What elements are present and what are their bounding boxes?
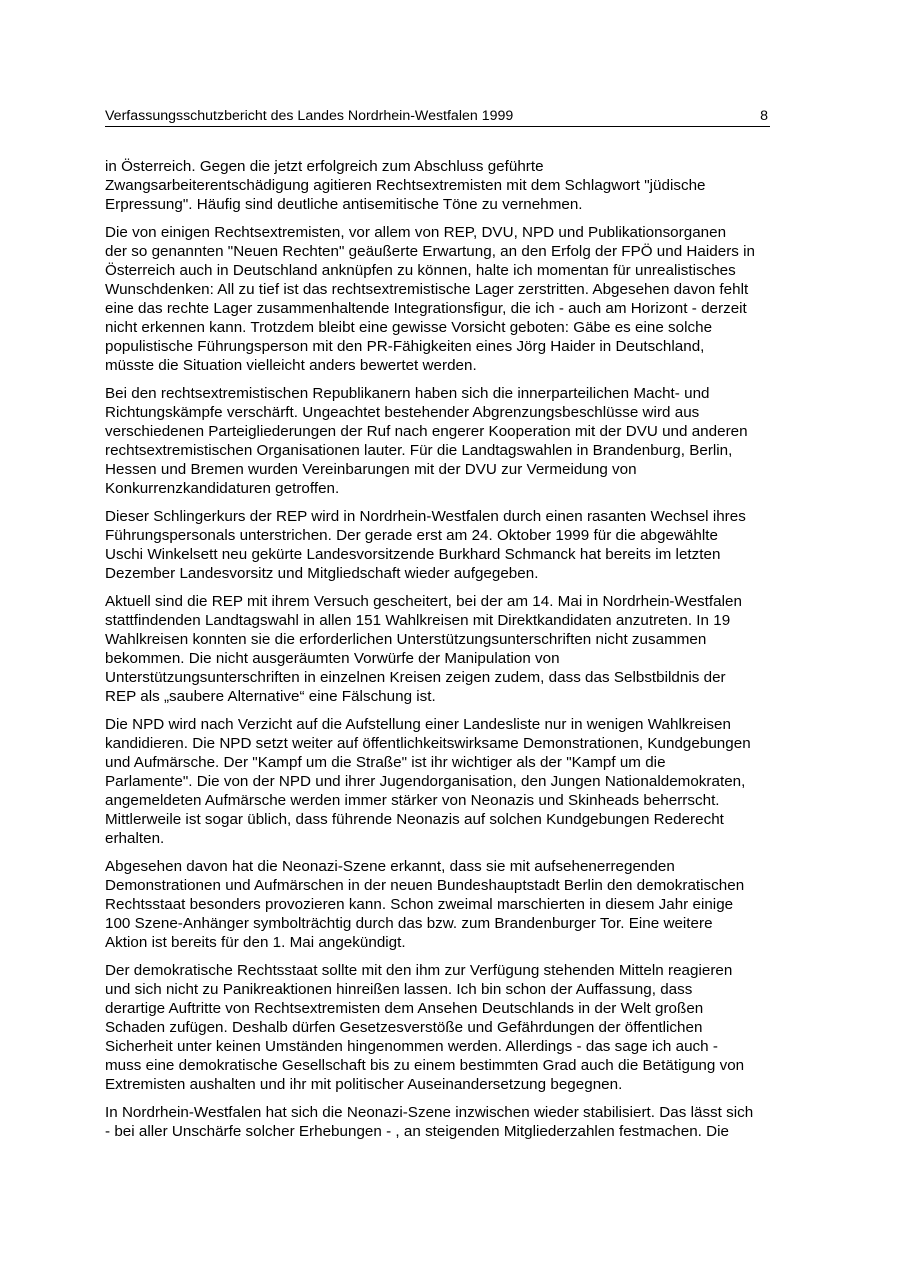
text-line: bekommen. Die nicht ausgeräumten Vorwürfe der Manipulation von: [105, 650, 560, 667]
text-line: Zwangsarbeiterentschädigung agitieren Rechtsextremisten mit dem Schlagwort "jüdische: [105, 177, 706, 194]
text-line: kandidieren. Die NPD setzt weiter auf öffentlichkeitswirksame Demonstrationen, Kundgebungen: [105, 735, 751, 752]
text-line: Bei den rechtsextremistischen Republikanern haben sich die innerparteilichen Macht- und: [105, 385, 710, 402]
text-line: Dezember Landesvorsitz und Mitgliedschaft wieder aufgegeben.: [105, 565, 539, 582]
text-line: Sicherheit unter keinen Umständen hingenommen werden. Allerdings - das sage ich auch -: [105, 1038, 718, 1055]
paragraph: [105, 715, 805, 848]
paragraph: [105, 1103, 805, 1141]
text-line: Wahlkreisen konnten sie die erforderlichen Unterstützungsunterschriften nicht zusammen: [105, 631, 707, 648]
text-line: Schaden zufügen. Deshalb dürfen Gesetzesverstöße und Gefährdungen der öffentlichen: [105, 1019, 703, 1036]
text-line: Mittlerweile ist sogar üblich, dass führende Neonazis auf solchen Kundgebungen Rederecht: [105, 811, 724, 828]
text-line: Unterstützungsunterschriften in einzelnen Kreisen zeigen zudem, dass das Selbstbildnis der: [105, 669, 726, 686]
body-text: [105, 157, 805, 1150]
paragraph: [105, 507, 805, 583]
text-line: Dieser Schlingerkurs der REP wird in Nordrhein-Westfalen durch einen rasanten Wechsel ihres: [105, 508, 746, 525]
text-line: Die von einigen Rechtsextremisten, vor allem von REP, DVU, NPD und Publikationsorganen: [105, 224, 727, 241]
text-line: Hessen und Bremen wurden Vereinbarungen mit der DVU zur Vermeidung von: [105, 461, 637, 478]
text-line: in Österreich. Gegen die jetzt erfolgreich zum Abschluss geführte: [105, 158, 544, 175]
text-line: verschiedenen Parteigliederungen der Ruf nach engerer Kooperation mit der DVU und anderen: [105, 423, 748, 440]
text-line: Der demokratische Rechtsstaat sollte mit den ihm zur Verfügung stehenden Mitteln reagieren: [105, 962, 733, 979]
text-line: Konkurrenzkandidaturen getroffen.: [105, 480, 340, 497]
text-line: der so genannten "Neuen Rechten" geäußerte Erwartung, an den Erfolg der FPÖ und Haiders in: [105, 243, 756, 260]
text-line: - bei aller Unschärfe solcher Erhebungen - , an steigenden Mitgliederzahlen festmachen. Die: [105, 1123, 730, 1140]
text-line: und Aufmärsche. Der "Kampf um die Straße" ist ihr wichtiger als der "Kampf um die: [105, 754, 666, 771]
text-line: Führungspersonals unterstrichen. Der gerade erst am 24. Oktober 1999 für die abgewählte: [105, 527, 718, 544]
text-line: populistische Führungsperson mit den PR-Fähigkeiten eines Jörg Haider in Deutschland,: [105, 338, 705, 355]
text-line: eine das rechte Lager zusammenhaltende Integrationsfigur, die ich - auch am Horizont - derzeit: [105, 300, 747, 317]
text-line: Österreich auch in Deutschland anknüpfen zu können, halte ich momentan für unrealistisches: [105, 262, 736, 279]
text-line: Erpressung". Häufig sind deutliche antisemitische Töne zu vernehmen.: [105, 196, 583, 213]
text-line: In Nordrhein-Westfalen hat sich die Neonazi-Szene inzwischen wieder stabilisiert. Das lässt sich: [105, 1104, 754, 1121]
text-line: Aktion ist bereits für den 1. Mai angekündigt.: [105, 934, 406, 951]
text-line: Wunschdenken: All zu tief ist das rechtsextremistische Lager zerstritten. Abgesehen davon fehlt: [105, 281, 749, 298]
paragraph: [105, 961, 805, 1094]
paragraph: [105, 857, 805, 952]
text-line: Richtungskämpfe verschärft. Ungeachtet bestehender Abgrenzungsbeschlüsse wird aus: [105, 404, 700, 421]
text-line: muss eine demokratische Gesellschaft bis zu einem bestimmten Grad auch die Betätigung von: [105, 1057, 745, 1074]
text-line: Parlamente". Die von der NPD und ihrer Jugendorganisation, den Jungen Nationaldemokraten,: [105, 773, 746, 790]
text-line: angemeldeten Aufmärsche werden immer stärker von Neonazis und Skinheads beherrscht.: [105, 792, 720, 809]
text-line: 100 Szene-Anhänger symbolträchtig durch das bzw. zum Brandenburger Tor. Eine weitere: [105, 915, 713, 932]
paragraph: [105, 592, 805, 706]
text-line: Die NPD wird nach Verzicht auf die Aufstellung einer Landesliste nur in wenigen Wahlkreisen: [105, 716, 731, 733]
text-line: nicht erkennen kann. Trotzdem bleibt eine gewisse Vorsicht geboten: Gäbe es eine solche: [105, 319, 713, 336]
text-line: stattfindenden Landtagswahl in allen 151 Wahlkreisen mit Direktkandidaten anzutreten. In 19: [105, 612, 731, 629]
text-line: Rechtsstaat besonders provozieren kann. Schon zweimal marschierten in diesem Jahr einige: [105, 896, 734, 913]
paragraph: [105, 157, 805, 214]
paragraph: [105, 223, 805, 375]
text-line: derartige Auftritte von Rechtsextremisten dem Ansehen Deutschlands in der Welt großen: [105, 1000, 704, 1017]
page-number: 8: [760, 108, 768, 124]
header-title: Verfassungsschutzbericht des Landes Nordrhein-Westfalen 1999: [105, 108, 514, 124]
text-line: rechtsextremistischen Organisationen lauter. Für die Landtagswahlen in Brandenburg, Berlin,: [105, 442, 733, 459]
paragraph: [105, 384, 805, 498]
text-line: Abgesehen davon hat die Neonazi-Szene erkannt, dass sie mit aufsehenerregenden: [105, 858, 675, 875]
text-line: Extremisten aushalten und ihr mit politischer Auseinandersetzung begegnen.: [105, 1076, 623, 1093]
text-line: Demonstrationen und Aufmärschen in der neuen Bundeshauptstadt Berlin den demokratischen: [105, 877, 745, 894]
text-line: und sich nicht zu Panikreaktionen hinreißen lassen. Ich bin schon der Auffassung, dass: [105, 981, 693, 998]
page-header: [105, 106, 770, 127]
text-line: REP als „saubere Alternative“ eine Fälschung ist.: [105, 688, 436, 705]
text-line: Aktuell sind die REP mit ihrem Versuch gescheitert, bei der am 14. Mai in Nordrhein-Westfalen: [105, 593, 742, 610]
text-line: müsste die Situation vielleicht anders bewertet werden.: [105, 357, 477, 374]
text-line: erhalten.: [105, 830, 165, 847]
text-line: Uschi Winkelsett neu gekürte Landesvorsitzende Burkhard Schmanck hat bereits im letzten: [105, 546, 721, 563]
